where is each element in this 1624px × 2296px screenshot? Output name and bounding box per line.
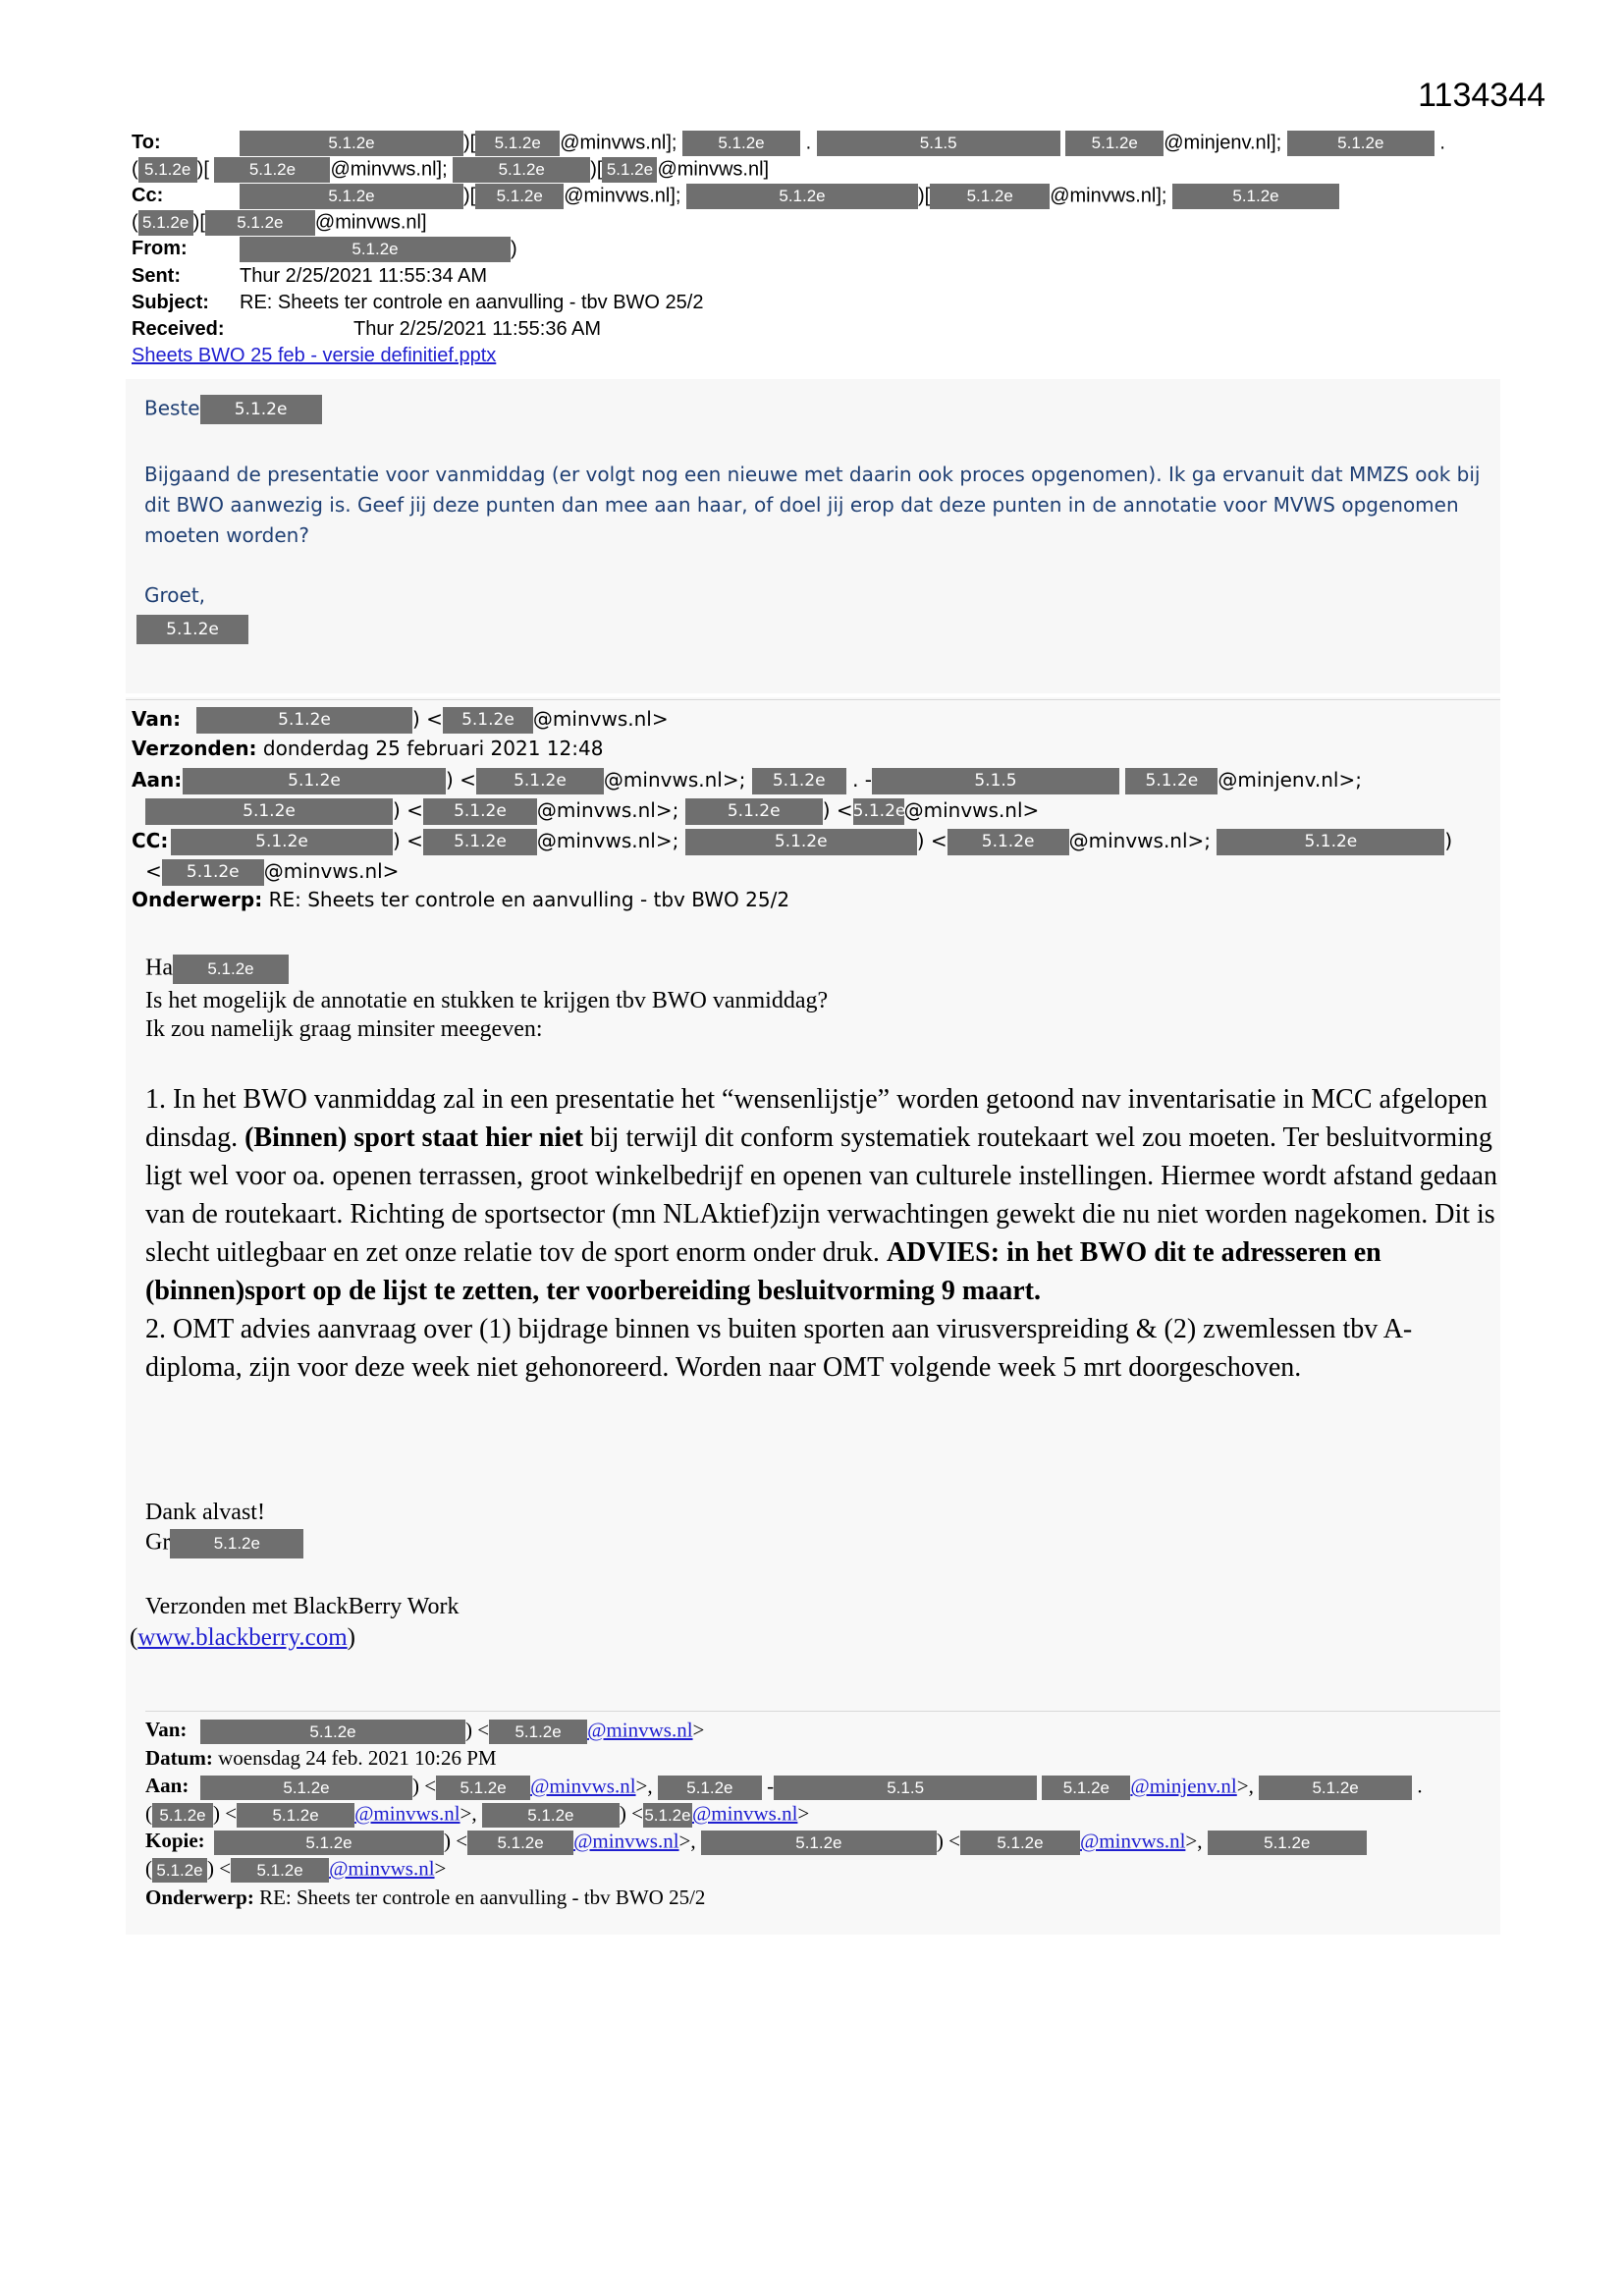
- separator: (: [132, 158, 138, 181]
- email-domain: @minvws.nl]: [657, 158, 770, 181]
- separator: >,: [635, 1774, 653, 1798]
- msg2-blackberry: [130, 1625, 355, 1650]
- email-domain: @minvws.nl];: [330, 158, 448, 181]
- separator: -: [864, 768, 872, 792]
- redaction: 5.1.2e: [1065, 131, 1164, 156]
- redaction: 5.1.2e: [682, 131, 800, 156]
- redaction: 5.1.2e: [240, 131, 463, 156]
- redaction: 5.1.2e: [152, 1858, 207, 1883]
- point-2: 2. OMT advies aanvraag over (1) bijdrage binnen vs buiten sporten aan virusverspreiding & (2) zwemlessen tbv A-diploma, zijn voor deze week niet gehonoreerd. Worden naar OMT volgende week 5 mrt doorgeschoven.: [145, 1314, 1413, 1383]
- redaction: 5.1.2e: [1125, 768, 1218, 794]
- email-domain-link[interactable]: @minvws.nl: [329, 1856, 435, 1881]
- van-label: Van:: [132, 707, 182, 731]
- from-line: [132, 237, 517, 262]
- redaction: 5.1.2e: [152, 1803, 213, 1828]
- msg3-kopie-line-2: [145, 1858, 446, 1883]
- redaction: 5.1.2e: [138, 210, 193, 236]
- subject-label: Subject:: [132, 292, 209, 313]
- separator: >,: [678, 1829, 696, 1853]
- onderwerp-label: Onderwerp:: [132, 888, 263, 911]
- attachment-link[interactable]: Sheets BWO 25 feb - versie definitief.pptx: [132, 345, 497, 366]
- redaction: 5.1.2e: [183, 768, 446, 794]
- redaction: 5.1.2e: [145, 798, 393, 825]
- email-domain: @minvws.nl>;: [1068, 829, 1212, 852]
- blackberry-link[interactable]: www.blackberry.com: [137, 1624, 348, 1651]
- redaction: 5.1.2e: [658, 1776, 762, 1800]
- msg3-onderwerp-line: [145, 1887, 705, 1908]
- separator: (: [130, 1624, 138, 1651]
- separator-line: [126, 699, 1500, 700]
- aan-label: Aan:: [132, 768, 183, 792]
- redaction: 5.1.2e: [214, 1831, 444, 1855]
- email-domain: @minvws.nl];: [560, 132, 677, 154]
- aan-label: Aan:: [145, 1774, 189, 1798]
- separator: >,: [460, 1801, 477, 1826]
- separator-line: [145, 1711, 1500, 1712]
- kopie-label: Kopie:: [145, 1829, 205, 1853]
- msg2-sign: [145, 1529, 303, 1558]
- redaction: 5.1.5: [872, 768, 1119, 794]
- separator: <: [145, 859, 162, 883]
- email-domain: @minjenv.nl>;: [1218, 768, 1362, 792]
- email-domain: @minvws.nl];: [564, 185, 681, 207]
- separator: )[: [463, 132, 476, 154]
- redaction: 5.1.2e: [685, 798, 823, 825]
- redaction: 5.1.2e: [489, 1720, 587, 1744]
- msg2-verzonden-line: [132, 738, 603, 758]
- point-1-text-cont: bij terwijl dit conform systematiek routekaart wel zou moeten. Ter besluitvorming ligt wel voor oa. openen terrassen, groot winkelbedrijf en openen van culturele instellingen. Hiermee wordt afstand gedaan van de routekaart. Richting de sportsector (mn NLAktief)zijn verwachtingen gewekt die nu niet worden nagekomen. Dit is slecht uitlegbaar en zet onze relatie tov de sport enorm onder druk.: [145, 1122, 1497, 1268]
- cc-label: Cc:: [132, 185, 164, 207]
- redaction: 5.1.2e: [196, 707, 412, 734]
- redaction: 5.1.2e: [947, 829, 1069, 855]
- msg2-aan-line-2: [145, 798, 1039, 825]
- separator: ) <: [393, 829, 423, 852]
- redaction: 5.1.2e: [214, 157, 330, 183]
- separator: ): [1444, 829, 1453, 852]
- separator: .: [1439, 132, 1445, 154]
- msg3-datum-line: [145, 1748, 497, 1769]
- to-label: To:: [132, 132, 161, 154]
- email-domain: @minvws.nl>: [263, 859, 400, 883]
- separator: ) <: [916, 829, 947, 852]
- redaction: 5.1.2e: [1208, 1831, 1367, 1855]
- separator: .: [852, 768, 859, 792]
- redaction: 5.1.2e: [231, 1858, 329, 1883]
- msg2-body: [145, 1080, 1500, 1387]
- redaction: 5.1.2e: [1287, 131, 1435, 156]
- separator: (: [132, 211, 138, 234]
- msg3-kopie-line-1: [145, 1831, 1367, 1855]
- msg1-body: Bijgaand de presentatie voor vanmiddag (er volgt nog een nieuwe met daarin ook proces opgenomen). Ik ga ervanuit dat MMZS ook bij dit BWO aanwezig is. Geef jij deze punten dan mee aan haar, of doel jij erop dat deze punten in de annotatie voor MVWS opgenomen moeten worden?: [144, 463, 1481, 547]
- redaction: 5.1.2e: [423, 829, 537, 855]
- redaction: 5.1.2e: [752, 768, 846, 794]
- redaction: 5.1.2e: [467, 1831, 573, 1855]
- msg2-van-line: [132, 707, 669, 734]
- separator: )[: [918, 185, 931, 207]
- greeting-text: Beste: [144, 396, 200, 420]
- redaction: 5.1.2e: [237, 1803, 354, 1828]
- redaction: 5.1.2e: [205, 210, 315, 236]
- subject-value: RE: Sheets ter controle en aanvulling - tbv BWO 25/2: [240, 292, 704, 313]
- sent-line: [132, 266, 487, 286]
- document-number: 1134344: [1418, 77, 1545, 114]
- separator: (: [145, 1856, 152, 1881]
- redaction: 5.1.2e: [171, 829, 393, 855]
- onderwerp-label: Onderwerp:: [145, 1886, 254, 1909]
- separator: ): [511, 238, 517, 260]
- van-label: Van:: [145, 1718, 188, 1742]
- redaction: 5.1.2e: [853, 798, 904, 825]
- redaction: 5.1.2e: [685, 829, 917, 855]
- advice-text: ADVIES: in het BWO dit te adresseren en (binnen)sport op de lijst te zetten, ter voorbereiding besluitvorming 9 maart.: [145, 1237, 1381, 1306]
- email-domain: @minvws.nl>;: [536, 829, 679, 852]
- redaction: 5.1.2e: [162, 859, 264, 886]
- sent-value: Thur 2/25/2021 11:55:34 AM: [240, 265, 488, 287]
- redaction: 5.1.2e: [930, 184, 1050, 209]
- msg2-line-1: Is het mogelijk de annotatie en stukken te krijgen tbv BWO vanmiddag?: [145, 988, 829, 1013]
- separator: >: [692, 1718, 705, 1742]
- msg1-signature: [136, 615, 248, 644]
- redaction: 5.1.2e: [482, 1803, 620, 1828]
- msg1-closing: Groet,: [144, 583, 206, 607]
- email-domain: @minvws.nl]: [314, 211, 427, 234]
- redaction: 5.1.2e: [173, 955, 289, 984]
- email-domain: @minvws.nl>: [532, 707, 669, 731]
- redaction: 5.1.2e: [200, 395, 322, 424]
- redaction: 5.1.2e: [200, 1776, 412, 1800]
- redaction: 5.1.2e: [170, 1529, 303, 1558]
- redaction: 5.1.2e: [643, 1803, 692, 1828]
- to-line-2: [132, 157, 769, 183]
- separator: .: [1417, 1774, 1423, 1798]
- separator: )[: [192, 211, 205, 234]
- redaction: 5.1.5: [774, 1776, 1037, 1800]
- msg3-aan-line-2: [145, 1803, 809, 1828]
- received-label: Received:: [132, 318, 225, 340]
- redaction: 5.1.2e: [686, 184, 918, 209]
- redaction: 5.1.2e: [240, 184, 463, 209]
- redaction: 5.1.2e: [138, 157, 197, 183]
- to-line-1: [132, 131, 1445, 156]
- separator: ) <: [619, 1801, 643, 1826]
- msg3-van-line: [145, 1720, 704, 1744]
- email-domain: @minvws.nl>;: [536, 798, 679, 822]
- received-value: Thur 2/25/2021 11:55:36 AM: [353, 318, 602, 340]
- separator: ) <: [393, 798, 423, 822]
- verzonden-value: donderdag 25 februari 2021 12:48: [262, 737, 604, 760]
- redaction: 5.1.2e: [453, 157, 590, 183]
- msg2-cc-line-1: [132, 829, 1452, 855]
- redaction: 5.1.2e: [443, 707, 533, 734]
- redaction: 5.1.2e: [423, 798, 537, 825]
- msg2-onderwerp-line: [132, 890, 789, 909]
- msg2-greeting: [145, 955, 289, 984]
- separator: )[: [196, 158, 209, 181]
- received-line: [132, 319, 601, 339]
- separator: >,: [1185, 1829, 1203, 1853]
- sent-label: Sent:: [132, 265, 181, 287]
- point-1-text: 1. In het BWO vanmiddag zal in een presentatie het “wensenlijstje” worden getoond nav inventarisatie in MCC afgelopen dinsdag.: [145, 1084, 1488, 1153]
- separator: >: [797, 1801, 810, 1826]
- separator: -: [767, 1774, 775, 1798]
- separator: ) <: [207, 1856, 232, 1881]
- cc-line-2: [132, 210, 427, 236]
- msg2-sent-with: Verzonden met BlackBerry Work: [145, 1594, 460, 1619]
- redaction: 5.1.5: [817, 131, 1060, 156]
- redaction: 5.1.2e: [240, 237, 511, 262]
- separator: ) <: [465, 1718, 490, 1742]
- separator: ): [347, 1624, 355, 1651]
- email-domain: @minjenv.nl];: [1164, 132, 1282, 154]
- email-domain-link[interactable]: @minvws.nl: [587, 1718, 693, 1742]
- redaction: 5.1.2e: [1172, 184, 1339, 209]
- email-domain: @minvws.nl>: [903, 798, 1040, 822]
- redaction: 5.1.2e: [436, 1776, 530, 1800]
- email-domain-link[interactable]: @minvws.nl: [573, 1829, 679, 1853]
- msg2-line-2: Ik zou namelijk graag minsiter meegeven:: [145, 1016, 543, 1042]
- separator: >: [434, 1856, 447, 1881]
- point-1: [145, 1080, 1500, 1310]
- greeting-text: Gr: [145, 1529, 171, 1556]
- subject-line: [132, 293, 703, 312]
- msg2-aan-line-1: [132, 768, 1362, 794]
- redaction: 5.1.2e: [200, 1720, 465, 1744]
- email-domain-link[interactable]: @minvws.nl: [530, 1774, 636, 1798]
- separator: ) <: [412, 1774, 437, 1798]
- separator: ) <: [412, 707, 443, 731]
- separator: ) <: [446, 768, 476, 792]
- separator: )[: [590, 158, 603, 181]
- redaction: 5.1.2e: [701, 1831, 937, 1855]
- redaction: 5.1.2e: [602, 157, 657, 183]
- msg1-greeting: [144, 395, 322, 424]
- msg2-thanks: Dank alvast!: [145, 1500, 265, 1525]
- redaction: 5.1.2e: [1042, 1776, 1130, 1800]
- email-domain-link[interactable]: @minvws.nl: [354, 1801, 460, 1826]
- verzonden-label: Verzonden:: [132, 737, 257, 760]
- separator: (: [145, 1801, 152, 1826]
- datum-label: Datum:: [145, 1746, 213, 1770]
- email-domain-link[interactable]: @minvws.nl: [1079, 1829, 1186, 1853]
- redaction: 5.1.2e: [960, 1831, 1080, 1855]
- separator: ) <: [936, 1829, 960, 1853]
- email-domain-link[interactable]: @minjenv.nl: [1130, 1774, 1237, 1798]
- datum-value: woensdag 24 feb. 2021 10:26 PM: [218, 1746, 497, 1770]
- email-domain: @minvws.nl>;: [603, 768, 746, 792]
- msg2-cc-line-2: [145, 859, 399, 886]
- point-1-emphasis: (Binnen) sport staat hier niet: [244, 1122, 583, 1153]
- cc-label: CC:: [132, 829, 169, 852]
- redaction: 5.1.2e: [475, 131, 560, 156]
- onderwerp-value: RE: Sheets ter controle en aanvulling - tbv BWO 25/2: [268, 888, 790, 911]
- separator: .: [805, 132, 812, 154]
- separator: )[: [463, 185, 476, 207]
- separator: ) <: [444, 1829, 468, 1853]
- email-domain-link[interactable]: @minvws.nl: [691, 1801, 798, 1826]
- redaction: 5.1.2e: [1259, 1776, 1412, 1800]
- separator: >,: [1236, 1774, 1254, 1798]
- onderwerp-value: RE: Sheets ter controle en aanvulling - tbv BWO 25/2: [259, 1886, 706, 1909]
- redaction: 5.1.2e: [136, 615, 248, 644]
- redaction: 5.1.2e: [475, 184, 564, 209]
- greeting-text: Ha: [145, 955, 173, 981]
- cc-line-1: [132, 184, 1339, 209]
- email-domain: @minvws.nl];: [1050, 185, 1167, 207]
- redaction: 5.1.2e: [1217, 829, 1444, 855]
- separator: ) <: [213, 1801, 238, 1826]
- redaction: 5.1.2e: [476, 768, 604, 794]
- separator: ) <: [822, 798, 853, 822]
- from-label: From:: [132, 238, 188, 260]
- msg3-aan-line-1: [145, 1776, 1423, 1800]
